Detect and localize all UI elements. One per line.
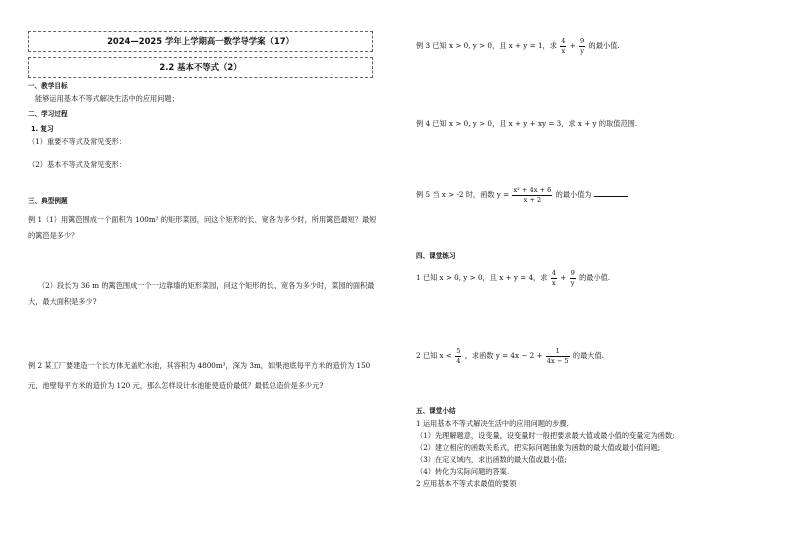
plus-sign: + [569,41,576,51]
section-process-heading: 二、学习过程 [28,110,68,118]
numerator: 9 [570,269,575,277]
summary-step-4: （4）转化为实际问题的答案. [416,467,510,476]
section-summary-heading: 五、课堂小结 [416,407,456,415]
fraction [512,187,552,203]
review-item-2: （2）基本不等式及常见变形： [28,160,127,169]
numerator: 5 [456,347,461,355]
summary-point-2: 2 应用基本不等式求最值的要领 [416,479,517,488]
example-3-tail: 的最小值. [588,41,620,51]
plus-sign: + [560,273,567,283]
fraction [560,38,566,54]
fraction [579,38,585,54]
example-5 [416,187,628,203]
numerator: 9 [580,37,585,45]
worksheet-title: 2024—2025 学年上学期高一数学导学案（17） [28,31,373,52]
practice-2-mid: ，求函数 y = 4x − 2 + [464,351,543,361]
example-1-part-1: 例 1（1）用篱笆围成一个面积为 100m² 的矩形菜园，问这个矩形的长、宽各为多少时，所用篱笆最短？最短的篱笆是多少？ [28,215,377,240]
example-5-tail: 的最小值为 [555,190,592,200]
practice-1 [416,270,610,286]
section-practice-heading: 四、课堂练习 [416,252,456,260]
fraction [570,270,576,286]
numerator: 4 [551,269,556,277]
denominator: 4 [456,356,461,365]
example-3-text: 例 3 已知 x > 0, y > 0，且 x + y = 1，求 [416,41,557,51]
example-4: 例 4 已知 x > 0, y > 0，且 x + y + xy = 3，求 x + y 的取值范围. [416,119,638,128]
lesson-title: 2.2 基本不等式（2） [28,57,373,78]
objectives-text: 能够运用基本不等式解决生活中的应用问题； [35,94,179,103]
summary-point-1: 1 运用基本不等式解决生活中的应用问题的步骤. [416,419,569,428]
denominator: x [561,46,566,55]
fraction [455,348,461,364]
denominator: x + 2 [523,195,542,204]
numerator: x² + 4x + 6 [513,186,552,194]
numerator: 1 [546,348,570,357]
example-3 [416,38,620,54]
fraction [546,348,570,364]
section-examples-heading: 三、典型例题 [28,197,68,205]
practice-1-text: 1 已知 x > 0, y > 0，且 x + y = 4，求 [416,273,548,283]
practice-2 [416,348,604,364]
section-objectives-heading: 一、教学目标 [28,82,68,90]
denominator: x [551,278,556,287]
numerator: 4 [561,37,566,45]
denominator: y [570,278,575,287]
example-1-part-2: （2）段长为 36 m 的篱笆围成一个一边靠墙的矩形菜园，问这个矩形的长、宽各为多少时，菜园的面积最大，最大面积是多少? [28,281,375,306]
practice-2-tail: 的最大值. [572,351,604,361]
denominator: y [580,46,585,55]
answer-blank[interactable] [594,196,628,197]
review-item-1: （1）重要不等式及常见变形： [28,137,127,146]
example-5-text: 例 5 当 x > -2 时，函数 y = [416,190,510,200]
summary-step-2: （2）建立相应的函数关系式，把实际问题抽象为函数的最大值或最小值问题; [416,443,661,452]
example-2: 例 2 某工厂要建造一个长方体无盖贮水池，其容积为 4800m³，深为 3m，如果池底每平方米的造价为 150 元，池壁每平方米的造价为 120 元，那么怎样设计水池能使造价最低？最低总造价是多少元? [28,361,371,390]
summary-step-3: （3）在定义域内，求出函数的最大值或最小值; [416,455,567,464]
fraction [551,270,557,286]
practice-1-tail: 的最小值. [579,273,611,283]
practice-2-text: 2 已知 x < [416,351,452,361]
denominator: 4x − 5 [546,356,569,365]
summary-step-1: （1）先理解题意，设变量，设变量时一般把要求最大值或最小值的变量定为函数; [416,431,675,440]
review-heading: 1. 复习 [31,125,54,133]
